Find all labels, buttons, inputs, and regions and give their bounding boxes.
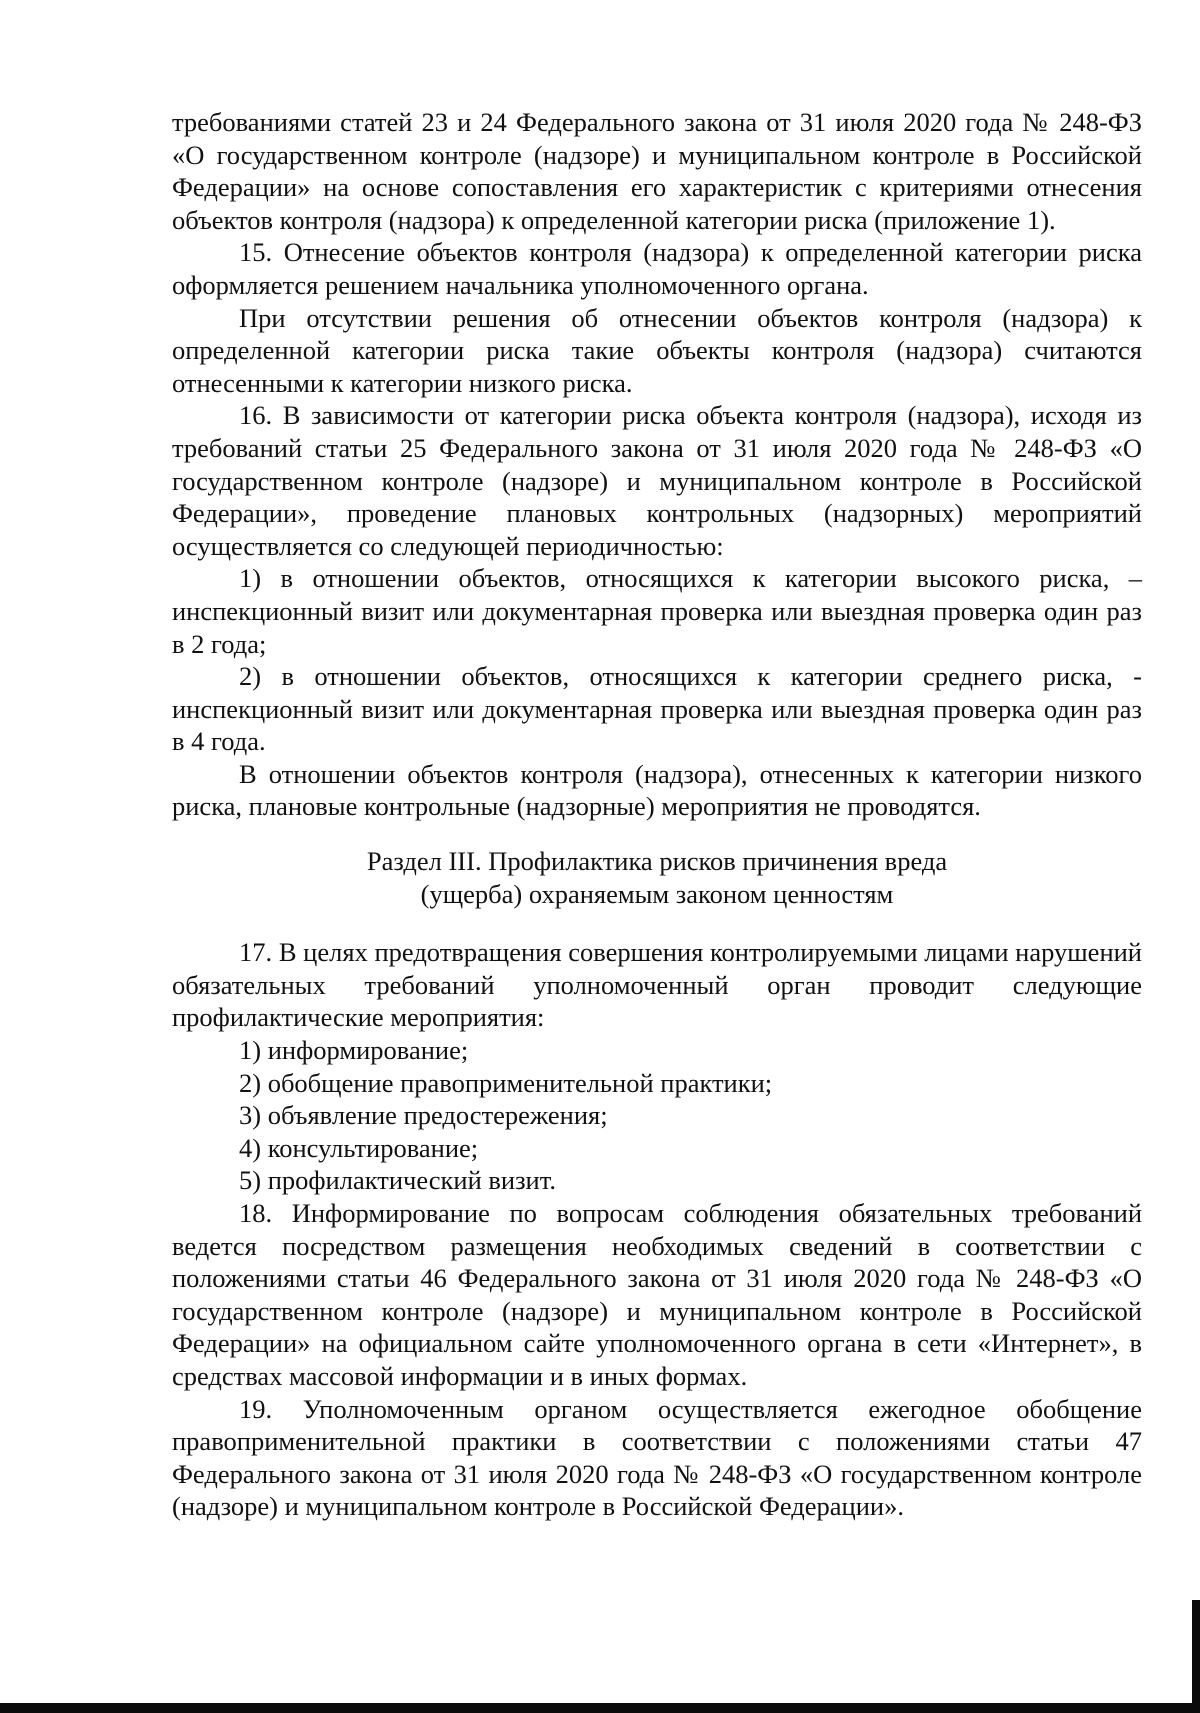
paragraph-18: 18. Информирование по вопросам соблюдения обязательных требований ведется посредством размещения необходимых сведений в соответствии с положениями статьи 46 Федерального закона от 31 июля 2020 года № 248-ФЗ «О государственном контроле (надзоре) и муниципальном контроле в Российской Федерации» на официальном сайте уполномоченного органа в сети «Интернет», в средствах массовой информации и в иных формах. [172, 1198, 1142, 1391]
list-item: 5) профилактический визит. [239, 1165, 556, 1196]
list-item: 4) консультирование; [239, 1132, 479, 1163]
paragraph-16: 16. В зависимости от категории риска объекта контроля (надзора), исходя из требований статьи 25 Федерального закона от 31 июля 2020 года № 248-ФЗ «О государственном контроле (надзоре) и муниципальном контроле в Российской Федерации», проведение плановых контрольных (надзорных) мероприятий осуществляется со следующей периодичностью: [172, 400, 1142, 561]
list-item: 1) информирование; [239, 1035, 469, 1066]
paragraph-continuation: требованиями статей 23 и 24 Федерального закона от 31 июля 2020 года № 248-ФЗ «О государственном контроле (надзоре) и муниципальном контроле в Российской Федерации» на основе сопоставления его характеристик с критериями отнесения объектов контроля (надзора) к определенной категории риска (приложение 1). [172, 107, 1142, 235]
paragraph-15-second: При отсутствии решения об отнесении объектов контроля (надзора) к определенной категории риска такие объекты контроля (надзора) считаются отнесенными к категории низкого риска. [172, 302, 1142, 398]
section-heading-line-1: Раздел III. Профилактика рисков причинения вреда [366, 846, 948, 877]
list-item: 2) обобщение правоприменительной практики; [239, 1067, 773, 1098]
document-body [172, 106, 1142, 1523]
section-heading-line-2: (ущерба) охраняемым законом ценностям [420, 878, 894, 909]
paragraph-17: 17. В целях предотвращения совершения контролируемыми лицами нарушений обязательных требований уполномоченный орган проводит следующие профилактические мероприятия: [172, 937, 1142, 1033]
list-item: 3) объявление предостережения; [239, 1100, 608, 1131]
section-heading [172, 845, 1142, 910]
scan-bottom-edge [0, 1703, 1200, 1713]
paragraph-19: 19. Уполномоченным органом осуществляется ежегодное обобщение правоприменительной практики в соответствии с положениями статьи 47 Федерального закона от 31 июля 2020 года № 248-ФЗ «О государственном контроле (надзоре) и муниципальном контроле в Российской Федерации». [172, 1393, 1142, 1522]
scan-right-edge [1192, 1600, 1200, 1713]
paragraph-16-item-1: 1) в отношении объектов, относящихся к категории высокого риска, – инспекционный визит или документарная проверка или выездная проверка один раз в 2 года; [172, 563, 1142, 659]
paragraph-16-item-2: 2) в отношении объектов, относящихся к категории среднего риска, - инспекционный визит или документарная проверка или выездная проверка один раз в 4 года. [172, 661, 1142, 757]
paragraph-16-low-risk: В отношении объектов контроля (надзора), отнесенных к категории низкого риска, плановые контрольные (надзорные) мероприятия не проводятся. [172, 758, 1142, 822]
paragraph-15: 15. Отнесение объектов контроля (надзора) к определенной категории риска оформляется решением начальника уполномоченного органа. [172, 237, 1142, 300]
